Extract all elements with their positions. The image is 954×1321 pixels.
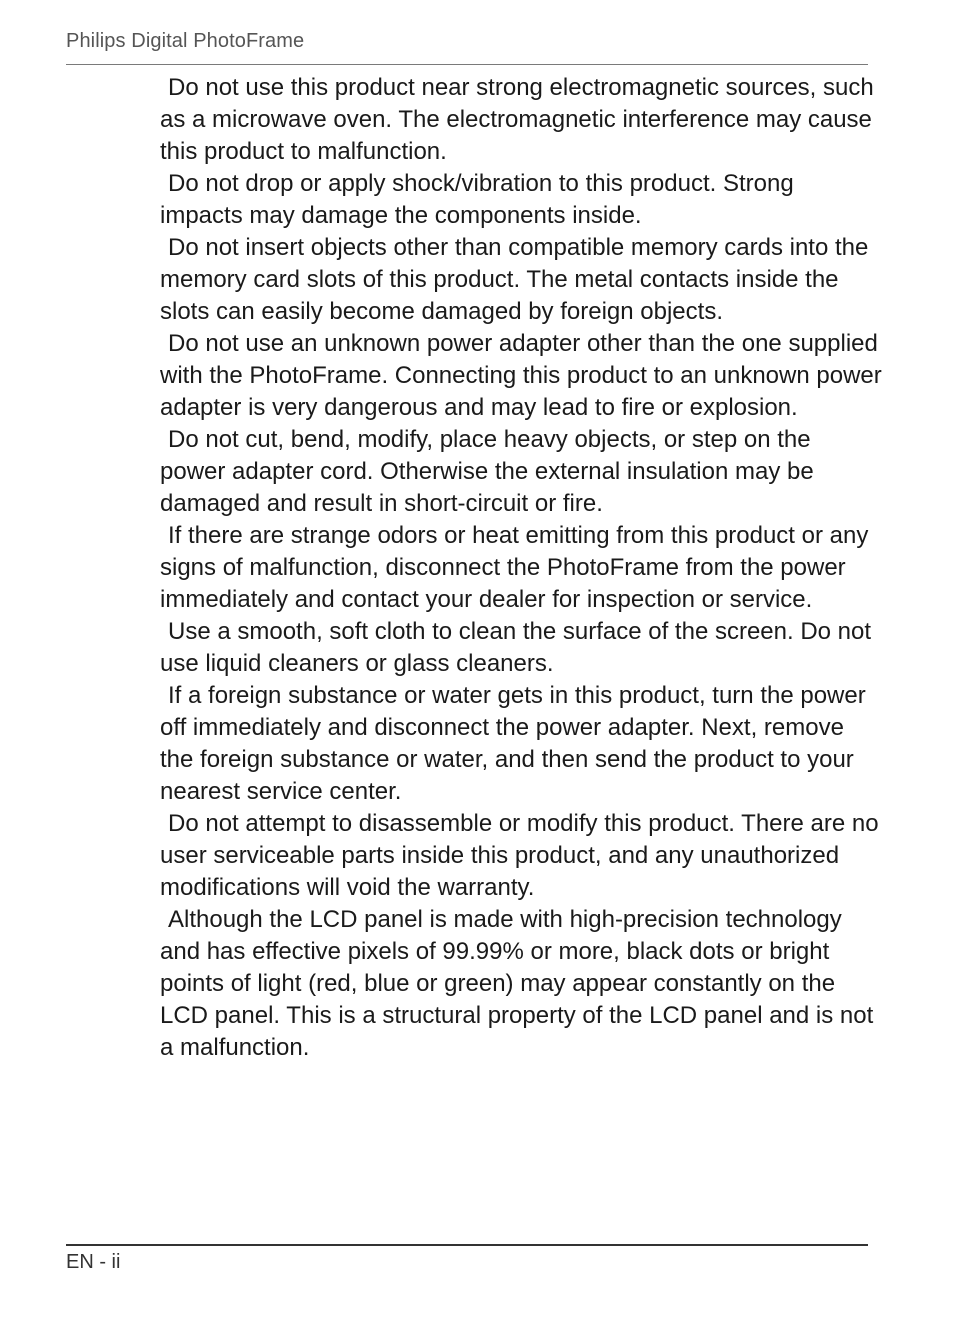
running-header-title: Philips Digital PhotoFrame bbox=[66, 30, 305, 52]
precaution-paragraph-shock: Do not drop or apply shock/vibration to this product. Strong impacts may damage the components inside. bbox=[160, 170, 794, 229]
precaution-paragraph-cleaning: Use a smooth, soft cloth to clean the surface of the screen. Do not use liquid cleaners or glass cleaners. bbox=[160, 618, 872, 677]
precaution-paragraph-electromagnetic: Do not use this product near strong electromagnetic sources, such as a microwave oven. The electromagnetic interference may cause this product to malfunction. bbox=[160, 74, 874, 165]
precaution-paragraph-power-cord: Do not cut, bend, modify, place heavy objects, or step on the power adapter cord. Otherwise the external insulation may be damaged and result in short-circuit or fire. bbox=[160, 426, 814, 517]
precaution-paragraph-foreign-substance: If a foreign substance or water gets in this product, turn the power off immediately and disconnect the power adapter. Next, remove the foreign substance or water, and then send the product to your nearest service center. bbox=[160, 682, 866, 805]
footer-divider bbox=[66, 1244, 868, 1246]
header-divider bbox=[66, 64, 868, 65]
precaution-paragraph-lcd-pixels: Although the LCD panel is made with high-precision technology and has effective pixels of 99.99% or more, black dots or bright points of light (red, blue or green) may appear constantly on the LCD panel. This is a structural property of the LCD panel and is not a malfunction. bbox=[160, 906, 874, 1061]
precaution-paragraph-malfunction: If there are strange odors or heat emitting from this product or any signs of malfunction, disconnect the PhotoFrame from the power immediately and contact your dealer for inspection or service. bbox=[160, 522, 869, 613]
precaution-paragraph-memory-slots: Do not insert objects other than compatible memory cards into the memory card slots of this product. The metal contacts inside the slots can easily become damaged by foreign objects. bbox=[160, 234, 869, 325]
precaution-paragraph-disassembly: Do not attempt to disassemble or modify this product. There are no user serviceable parts inside this product, and any unauthorized modifications will void the warranty. bbox=[160, 810, 879, 901]
precaution-paragraph-power-adapter: Do not use an unknown power adapter other than the one supplied with the PhotoFrame. Connecting this product to an unknown power adapter is very dangerous and may lead to fire or explosion. bbox=[160, 330, 882, 421]
page-number: EN - ii bbox=[66, 1251, 121, 1273]
safety-precautions-body bbox=[160, 72, 882, 1064]
